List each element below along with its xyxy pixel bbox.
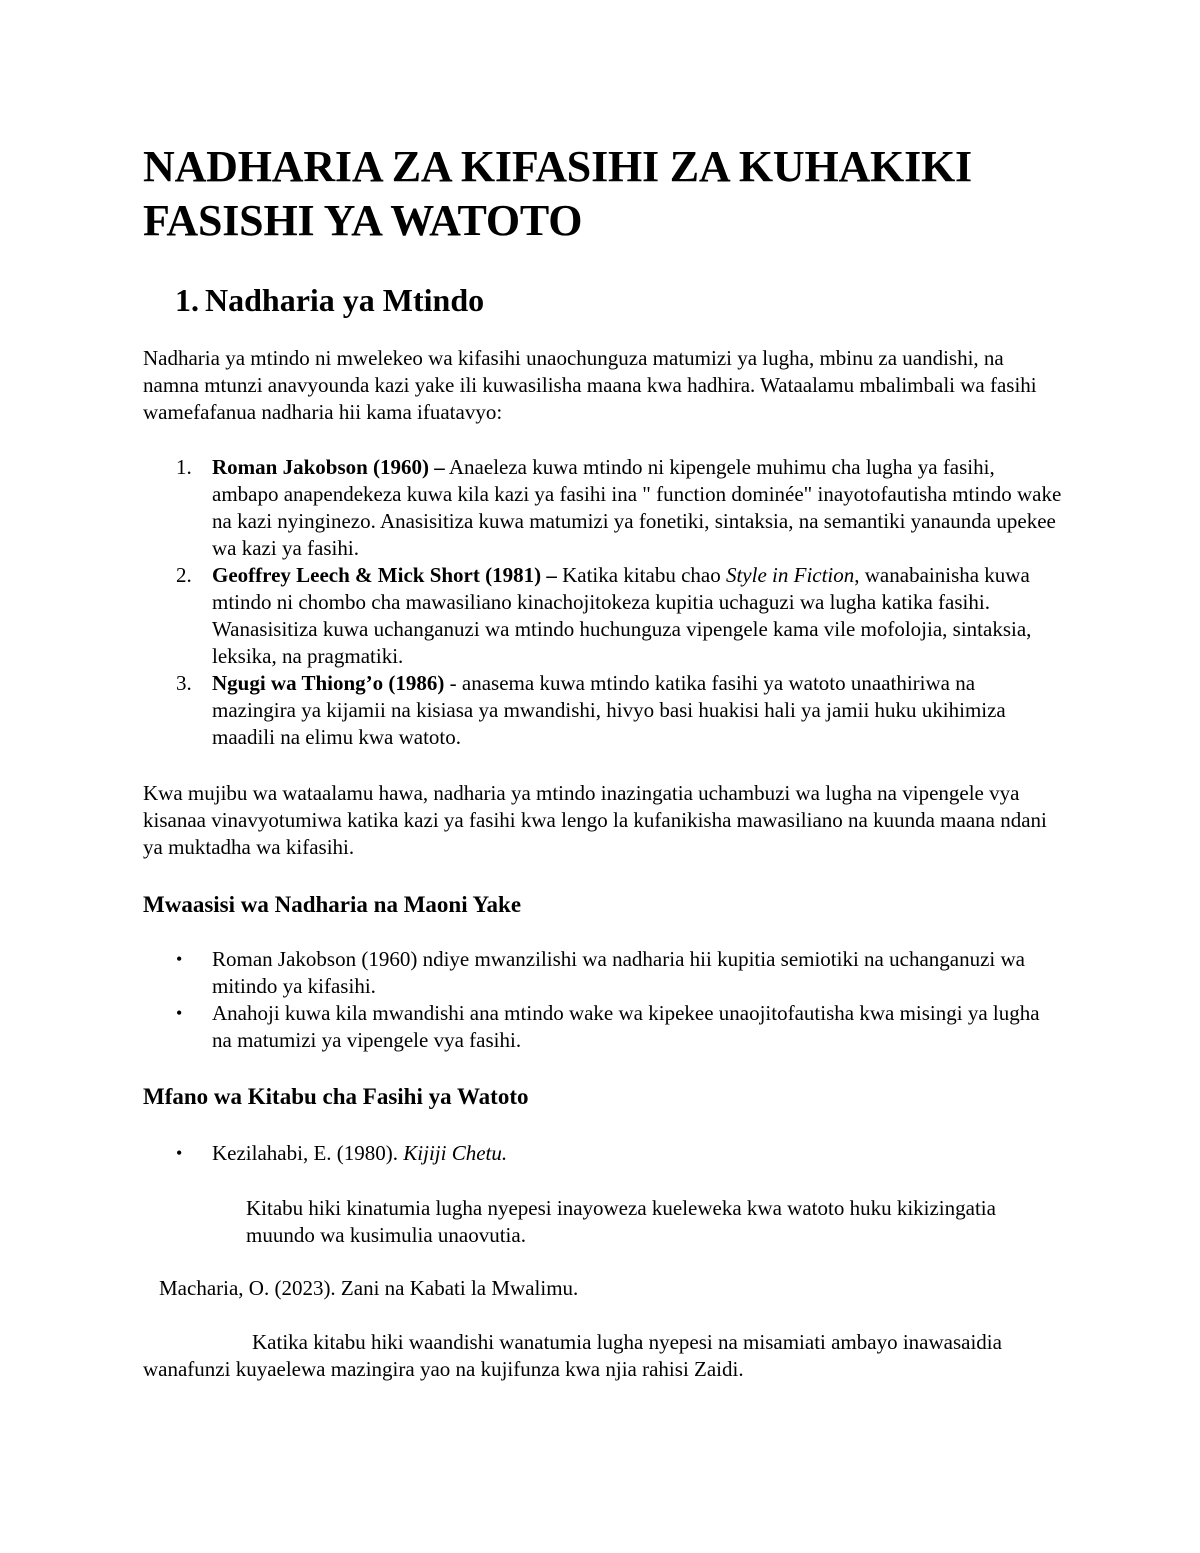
scholar-name: Ngugi wa Thiong’o (1986) [212,671,445,695]
book-title: Style in Fiction [725,563,855,587]
list-item [143,670,1063,751]
scholar-text: Katika kitabu chao [556,563,726,587]
list-item [143,1140,1063,1167]
section-title: Nadharia ya Mtindo [205,282,485,318]
bullet-text: Anahoji kuwa kila mwandishi ana mtindo wake wa kipekee unaojitofautisha kwa misingi ya lugha na matumizi ya vipengele vya fasihi. [212,1001,1040,1052]
book-author: Kezilahabi, E. (1980). [212,1141,404,1165]
list-marker: 1. [176,455,192,479]
example-heading: Mfano wa Kitabu cha Fasihi ya Watoto [143,1084,529,1109]
example-list [143,1140,1063,1167]
list-item [143,454,1063,562]
list-item [143,562,1063,670]
scholar-text: , wanabainisha kuwa mtindo ni chombo cha mawasiliano kinachojitokeza kupitia uchaguzi wa lugha katika fasihi. Wanasisitiza kuwa uchanganuzi wa mtindo huchunguza vipengele kama vile mofolojia, sintaksia, leksika, na pragmatiki. [212,563,1032,668]
founder-list [143,946,1063,1054]
summary-paragraph: Kwa mujibu wa wataalamu hawa, nadharia ya mtindo inazingatia uchambuzi wa lugha na vipengele vya kisanaa vinavyotumiwa katika kazi ya fasihi kwa lengo la kufanikisha mawasiliano na kuunda maana ndani ya muktadha wa kifasihi. [143,781,1047,859]
bullet-icon: • [176,1143,183,1163]
bullet-icon: • [176,949,183,969]
section-heading [175,282,484,319]
list-marker: 2. [176,563,192,587]
scholar-text: - anasema kuwa mtindo katika fasihi ya watoto unaathiriwa na mazingira ya kijamii na kisiasa ya mwandishi, hivyo basi huakisi hali ya jamii huku ukihimiza maadili na elimu kwa watoto. [212,671,1006,749]
founder-heading: Mwaasisi wa Nadharia na Maoni Yake [143,892,522,917]
scholar-name: Geoffrey Leech & Mick Short (1981) – [212,563,557,587]
document-title: NADHARIA ZA KIFASIHI ZA KUHAKIKI FASISHI YA WATOTO [143,142,972,245]
intro-paragraph: Nadharia ya mtindo ni mwelekeo wa kifasihi unaochunguza matumizi ya lugha, mbinu za uandishi, na namna mtunzi anavyounda kazi yake ili kuwasilisha maana kwa hadhira. Wataalamu mbalimbali wa fasihi wamefafanua nadharia hii kama ifuatavyo: [143,346,1037,424]
book2-description: Katika kitabu hiki waandishi wanatumia lugha nyepesi na misamiati ambayo inawasaidia wanafunzi kuyaelewa mazingira yao na kujifunza kwa njia rahisi Zaidi. [143,1330,1002,1381]
list-item [143,1000,1063,1054]
book1-description: Kitabu hiki kinatumia lugha nyepesi inayoweza kueleweka kwa watoto huku kikizingatia muundo wa kusimulia unaovutia. [246,1196,996,1247]
scholar-text: Anaeleza kuwa mtindo ni kipengele muhimu cha lugha ya fasihi, ambapo anapendekeza kuwa kila kazi ya fasihi ina " function dominée" inayotofautisha mtindo wake na kazi nyinginezo. Anasisitiza kuwa matumizi ya fonetiki, sintaksia, na semantiki yanaunda upekee wa kazi ya fasihi. [212,455,1062,560]
section-number: 1. [175,282,199,318]
list-marker: 3. [176,671,192,695]
book2-reference: Macharia, O. (2023). Zani na Kabati la Mwalimu. [159,1276,579,1300]
bullet-icon: • [176,1003,183,1023]
scholar-list [143,454,1063,751]
book-title: Kijiji Chetu. [403,1141,508,1165]
scholar-name: Roman Jakobson (1960) – [212,455,445,479]
list-item [143,946,1063,1000]
bullet-text: Roman Jakobson (1960) ndiye mwanzilishi wa nadharia hii kupitia semiotiki na uchanganuzi wa mitindo ya kifasihi. [212,947,1025,998]
